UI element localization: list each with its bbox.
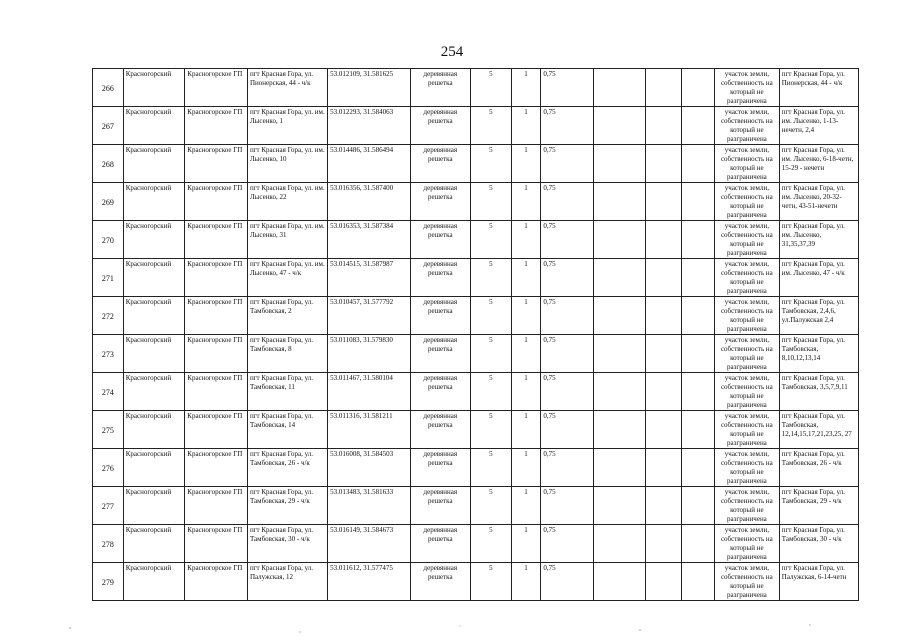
table-row	[93, 449, 859, 487]
container-cell: 1	[511, 487, 541, 525]
settlement-cell: Красногорское ГП	[185, 563, 248, 601]
volume-cell: 0,75	[541, 525, 594, 563]
container-cell: 1	[511, 373, 541, 411]
empty-cell	[682, 373, 715, 411]
cover-type-cell: деревянная решетка	[410, 259, 470, 297]
owner-cell: участок земли, собственность на который не разграничена	[714, 69, 779, 107]
table-row	[93, 259, 859, 297]
empty-cell	[682, 449, 715, 487]
district-cell: Красногорский	[123, 525, 185, 563]
count-cell: 5	[471, 259, 512, 297]
volume-cell: 0,75	[541, 563, 594, 601]
district-cell: Красногорский	[123, 259, 185, 297]
cover-type-cell: деревянная решетка	[410, 449, 470, 487]
count-cell: 5	[471, 221, 512, 259]
address-cell: пгт Красная Гора, ул. им. Лысенко, 31	[247, 221, 327, 259]
coordinates-cell: 53.010457, 31.577792	[328, 297, 410, 335]
settlement-cell: Красногорское ГП	[185, 373, 248, 411]
empty-cell	[682, 525, 715, 563]
empty-cell	[594, 297, 646, 335]
address-cell: пгт Красная Гора, ул. Тамбовская, 14	[247, 411, 327, 449]
coordinates-cell: 53.016353, 31.587384	[328, 221, 410, 259]
container-cell: 1	[511, 563, 541, 601]
row-number-cell: 269	[93, 183, 124, 221]
settlement-cell: Красногорское ГП	[185, 411, 248, 449]
row-number-cell: 268	[93, 145, 124, 183]
served-objects-cell: пгт Красная Гора, ул. Пионерская, 44 - ч/к	[779, 69, 858, 107]
scan-specks	[0, 620, 904, 640]
coordinates-cell: 53.016356, 31.587400	[328, 183, 410, 221]
empty-cell	[682, 145, 715, 183]
cover-type-cell: деревянная решетка	[410, 335, 470, 373]
empty-cell	[594, 145, 646, 183]
empty-cell	[594, 373, 646, 411]
served-objects-cell: пгт Красная Гора, ул. Тамбовская, 3,5,7,9,11	[779, 373, 858, 411]
address-cell: пгт Красная Гора, ул. Тамбовская, 11	[247, 373, 327, 411]
empty-cell	[594, 487, 646, 525]
coordinates-cell: 53.013483, 31.581633	[328, 487, 410, 525]
owner-cell: участок земли, собственность на который не разграничена	[714, 449, 779, 487]
row-number-cell: 266	[93, 69, 124, 107]
district-cell: Красногорский	[123, 69, 185, 107]
empty-cell	[682, 297, 715, 335]
empty-cell	[594, 411, 646, 449]
count-cell: 5	[471, 563, 512, 601]
cover-type-cell: деревянная решетка	[410, 487, 470, 525]
address-cell: пгт Красная Гора, ул. Тамбовская, 26 - ч/к	[247, 449, 327, 487]
served-objects-cell: пгт Красная Гора, ул. Тамбовская, 26 - ч/к	[779, 449, 858, 487]
table-row	[93, 69, 859, 107]
district-cell: Красногорский	[123, 487, 185, 525]
count-cell: 5	[471, 487, 512, 525]
empty-cell	[645, 335, 681, 373]
served-objects-cell: пгт Красная Гора, ул. Палужская, 6-14-четн	[779, 563, 858, 601]
empty-cell	[645, 525, 681, 563]
coordinates-cell: 53.012109, 31.581625	[328, 69, 410, 107]
settlement-cell: Красногорское ГП	[185, 107, 248, 145]
container-cell: 1	[511, 69, 541, 107]
empty-cell	[645, 145, 681, 183]
row-number-cell: 277	[93, 487, 124, 525]
coordinates-cell: 53.011316, 31.581211	[328, 411, 410, 449]
served-objects-cell: пгт Красная Гора, ул. Тамбовская, 8,10,12,13,14	[779, 335, 858, 373]
table-row	[93, 525, 859, 563]
served-objects-cell: пгт Красная Гора, ул. им. Лысенко, 20-32-четн, 43-51-нечетн	[779, 183, 858, 221]
cover-type-cell: деревянная решетка	[410, 525, 470, 563]
coordinates-cell: 53.011467, 31.580104	[328, 373, 410, 411]
empty-cell	[594, 525, 646, 563]
count-cell: 5	[471, 107, 512, 145]
owner-cell: участок земли, собственность на который не разграничена	[714, 411, 779, 449]
served-objects-cell: пгт Красная Гора, ул. Тамбовская, 29 - ч/к	[779, 487, 858, 525]
owner-cell: участок земли, собственность на который не разграничена	[714, 373, 779, 411]
table-row	[93, 563, 859, 601]
district-cell: Красногорский	[123, 145, 185, 183]
served-objects-cell: пгт Красная Гора, ул. им. Лысенко, 47 - ч/к	[779, 259, 858, 297]
empty-cell	[594, 107, 646, 145]
settlement-cell: Красногорское ГП	[185, 449, 248, 487]
cover-type-cell: деревянная решетка	[410, 563, 470, 601]
empty-cell	[682, 69, 715, 107]
cover-type-cell: деревянная решетка	[410, 183, 470, 221]
volume-cell: 0,75	[541, 297, 594, 335]
cover-type-cell: деревянная решетка	[410, 221, 470, 259]
owner-cell: участок земли, собственность на который не разграничена	[714, 259, 779, 297]
container-cell: 1	[511, 107, 541, 145]
volume-cell: 0,75	[541, 183, 594, 221]
owner-cell: участок земли, собственность на который не разграничена	[714, 183, 779, 221]
empty-cell	[645, 297, 681, 335]
coordinates-cell: 53.016149, 31.584673	[328, 525, 410, 563]
address-cell: пгт Красная Гора, ул. им. Лысенко, 47 - ч/к	[247, 259, 327, 297]
table-row	[93, 183, 859, 221]
settlement-cell: Красногорское ГП	[185, 145, 248, 183]
empty-cell	[645, 487, 681, 525]
served-objects-cell: пгт Красная Гора, ул. им. Лысенко, 6-18-четн, 15-29 - нечетн	[779, 145, 858, 183]
address-cell: пгт Красная Гора, ул. им. Лысенко, 22	[247, 183, 327, 221]
coordinates-cell: 53.016008, 31.584503	[328, 449, 410, 487]
served-objects-cell: пгт Красная Гора, ул. Тамбовская, 2,4,6, ул.Палужская 2,4	[779, 297, 858, 335]
count-cell: 5	[471, 449, 512, 487]
table-row	[93, 335, 859, 373]
table-row	[93, 411, 859, 449]
container-cell: 1	[511, 449, 541, 487]
container-cell: 1	[511, 525, 541, 563]
row-number-cell: 274	[93, 373, 124, 411]
coordinates-cell: 53.014486, 31.586494	[328, 145, 410, 183]
row-number-cell: 273	[93, 335, 124, 373]
count-cell: 5	[471, 69, 512, 107]
empty-cell	[682, 183, 715, 221]
row-number-cell: 278	[93, 525, 124, 563]
settlement-cell: Красногорское ГП	[185, 221, 248, 259]
district-cell: Красногорский	[123, 373, 185, 411]
owner-cell: участок земли, собственность на который не разграничена	[714, 525, 779, 563]
owner-cell: участок земли, собственность на который не разграничена	[714, 563, 779, 601]
owner-cell: участок земли, собственность на который не разграничена	[714, 487, 779, 525]
table-row	[93, 145, 859, 183]
row-number-cell: 267	[93, 107, 124, 145]
served-objects-cell: пгт Красная Гора, ул. Тамбовская, 30 - ч/к	[779, 525, 858, 563]
settlement-cell: Красногорское ГП	[185, 487, 248, 525]
row-number-cell: 279	[93, 563, 124, 601]
address-cell: пгт Красная Гора, ул. им. Лысенко, 10	[247, 145, 327, 183]
address-cell: пгт Красная Гора, ул. Тамбовская, 29 - ч/к	[247, 487, 327, 525]
registry-table	[92, 68, 859, 601]
empty-cell	[645, 563, 681, 601]
count-cell: 5	[471, 297, 512, 335]
cover-type-cell: деревянная решетка	[410, 107, 470, 145]
empty-cell	[645, 183, 681, 221]
count-cell: 5	[471, 183, 512, 221]
empty-cell	[645, 373, 681, 411]
empty-cell	[682, 563, 715, 601]
container-cell: 1	[511, 411, 541, 449]
district-cell: Красногорский	[123, 107, 185, 145]
empty-cell	[682, 487, 715, 525]
served-objects-cell: пгт Красная Гора, ул. им. Лысенко, 31,35,37,39	[779, 221, 858, 259]
empty-cell	[645, 259, 681, 297]
table-row	[93, 297, 859, 335]
empty-cell	[594, 563, 646, 601]
volume-cell: 0,75	[541, 411, 594, 449]
address-cell: пгт Красная Гора, ул. им. Лысенко, 1	[247, 107, 327, 145]
count-cell: 5	[471, 525, 512, 563]
count-cell: 5	[471, 145, 512, 183]
empty-cell	[645, 69, 681, 107]
district-cell: Красногорский	[123, 221, 185, 259]
container-cell: 1	[511, 183, 541, 221]
empty-cell	[645, 107, 681, 145]
container-cell: 1	[511, 221, 541, 259]
empty-cell	[682, 107, 715, 145]
empty-cell	[682, 335, 715, 373]
address-cell: пгт Красная Гора, ул. Тамбовская, 8	[247, 335, 327, 373]
cover-type-cell: деревянная решетка	[410, 69, 470, 107]
coordinates-cell: 53.011083, 31.579830	[328, 335, 410, 373]
district-cell: Красногорский	[123, 335, 185, 373]
volume-cell: 0,75	[541, 145, 594, 183]
address-cell: пгт Красная Гора, ул. Пионерская, 44 - ч/к	[247, 69, 327, 107]
address-cell: пгт Красная Гора, ул. Тамбовская, 2	[247, 297, 327, 335]
volume-cell: 0,75	[541, 487, 594, 525]
served-objects-cell: пгт Красная Гора, ул. им. Лысенко, 1-13-нечетн, 2,4	[779, 107, 858, 145]
count-cell: 5	[471, 411, 512, 449]
owner-cell: участок земли, собственность на который не разграничена	[714, 221, 779, 259]
empty-cell	[645, 411, 681, 449]
cover-type-cell: деревянная решетка	[410, 411, 470, 449]
district-cell: Красногорский	[123, 449, 185, 487]
empty-cell	[645, 449, 681, 487]
cover-type-cell: деревянная решетка	[410, 373, 470, 411]
coordinates-cell: 53.011612, 31.577475	[328, 563, 410, 601]
volume-cell: 0,75	[541, 449, 594, 487]
volume-cell: 0,75	[541, 69, 594, 107]
empty-cell	[594, 183, 646, 221]
table-row	[93, 107, 859, 145]
coordinates-cell: 53.012293, 31.584063	[328, 107, 410, 145]
empty-cell	[594, 335, 646, 373]
address-cell: пгт Красная Гора, ул. Тамбовская, 30 - ч/к	[247, 525, 327, 563]
settlement-cell: Красногорское ГП	[185, 297, 248, 335]
row-number-cell: 271	[93, 259, 124, 297]
volume-cell: 0,75	[541, 221, 594, 259]
container-cell: 1	[511, 335, 541, 373]
container-cell: 1	[511, 297, 541, 335]
empty-cell	[682, 411, 715, 449]
settlement-cell: Красногорское ГП	[185, 335, 248, 373]
volume-cell: 0,75	[541, 335, 594, 373]
page-number: 254	[440, 44, 464, 60]
row-number-cell: 272	[93, 297, 124, 335]
coordinates-cell: 53.014515, 31.587987	[328, 259, 410, 297]
settlement-cell: Красногорское ГП	[185, 183, 248, 221]
empty-cell	[594, 449, 646, 487]
table-row	[93, 373, 859, 411]
district-cell: Красногорский	[123, 563, 185, 601]
volume-cell: 0,75	[541, 259, 594, 297]
district-cell: Красногорский	[123, 297, 185, 335]
settlement-cell: Красногорское ГП	[185, 525, 248, 563]
volume-cell: 0,75	[541, 373, 594, 411]
district-cell: Красногорский	[123, 411, 185, 449]
owner-cell: участок земли, собственность на который не разграничена	[714, 107, 779, 145]
settlement-cell: Красногорское ГП	[185, 259, 248, 297]
empty-cell	[682, 221, 715, 259]
row-number-cell: 270	[93, 221, 124, 259]
address-cell: пгт Красная Гора, ул. Палужская, 12	[247, 563, 327, 601]
owner-cell: участок земли, собственность на который не разграничена	[714, 335, 779, 373]
table-row	[93, 221, 859, 259]
container-cell: 1	[511, 145, 541, 183]
count-cell: 5	[471, 335, 512, 373]
row-number-cell: 275	[93, 411, 124, 449]
empty-cell	[682, 259, 715, 297]
volume-cell: 0,75	[541, 107, 594, 145]
district-cell: Красногорский	[123, 183, 185, 221]
owner-cell: участок земли, собственность на который не разграничена	[714, 145, 779, 183]
empty-cell	[594, 259, 646, 297]
row-number-cell: 276	[93, 449, 124, 487]
empty-cell	[594, 69, 646, 107]
settlement-cell: Красногорское ГП	[185, 69, 248, 107]
owner-cell: участок земли, собственность на который не разграничена	[714, 297, 779, 335]
cover-type-cell: деревянная решетка	[410, 297, 470, 335]
empty-cell	[645, 221, 681, 259]
count-cell: 5	[471, 373, 512, 411]
served-objects-cell: пгт Красная Гора, ул. Тамбовская, 12,14,15,17,21,23,25, 27	[779, 411, 858, 449]
table-row	[93, 487, 859, 525]
cover-type-cell: деревянная решетка	[410, 145, 470, 183]
empty-cell	[594, 221, 646, 259]
container-cell: 1	[511, 259, 541, 297]
